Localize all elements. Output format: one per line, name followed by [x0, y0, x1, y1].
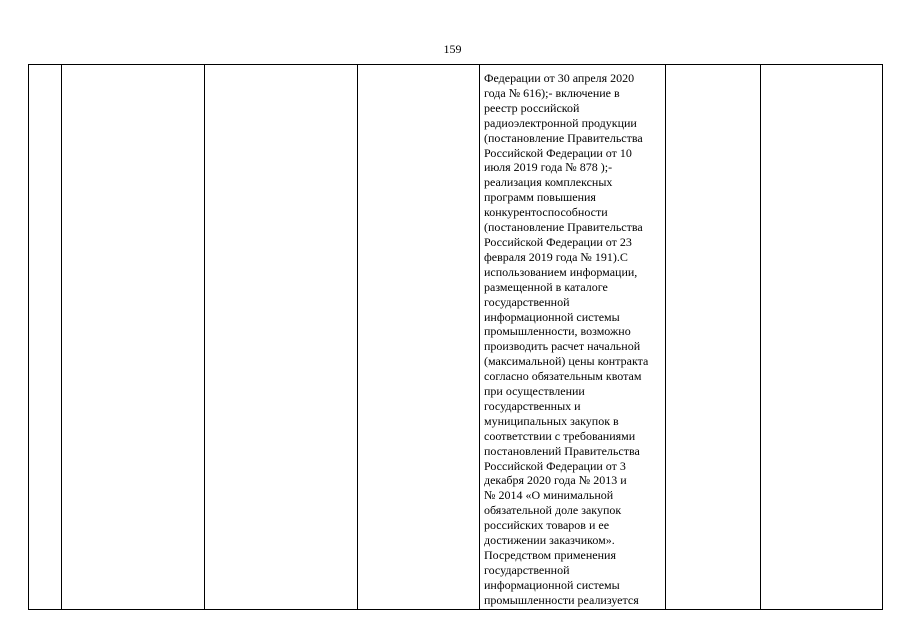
text-line: использованием информации,: [484, 264, 638, 279]
text-line: Федерации от 30 апреля 2020: [484, 71, 635, 85]
text-line: производить расчет начальной: [484, 339, 641, 354]
text-line: реестр российской: [484, 100, 580, 115]
table-cell-col-4: [358, 65, 480, 610]
text-line: Российской Федерации от 3: [484, 458, 626, 473]
text-line: радиоэлектронной продукции: [484, 115, 637, 130]
text-line: Российской Федерации от 23: [484, 234, 632, 249]
text-line: достижении заказчиком».: [484, 533, 615, 548]
text-line: промышленности реализуется: [484, 592, 639, 607]
text-line: декабря 2020 года № 2013 и: [484, 473, 627, 488]
text-line: государственной: [484, 562, 570, 577]
table-cell-col-1: [29, 65, 62, 610]
text-line: согласно обязательным квотам: [484, 369, 642, 384]
text-line: конкурентоспособности: [484, 205, 608, 220]
text-line: информационной системы: [484, 309, 620, 324]
text-line: муниципальных закупок в: [484, 413, 619, 428]
table-row: [29, 65, 883, 610]
text-line: (постановление Правительства: [484, 220, 643, 235]
text-line: постановлений Правительства: [484, 443, 640, 458]
text-line: размещенной в каталоге: [484, 279, 608, 294]
document-table: [28, 64, 883, 610]
text-line: государственной: [484, 294, 570, 309]
text-line: российских товаров и ее: [484, 518, 610, 533]
text-line: государственных и: [484, 398, 581, 413]
text-line: Посредством применения: [484, 548, 616, 562]
text-line: информационной системы: [484, 577, 620, 592]
text-line: (максимальной) цены контракта: [484, 354, 649, 369]
table-cell-text: [480, 65, 665, 609]
table-cell-col-2: [62, 65, 205, 610]
text-line: № 2014 «О минимальной: [484, 488, 614, 503]
table-cell-col-5: [480, 65, 666, 610]
page-number: 159: [443, 42, 462, 56]
table-cell-col-6: [666, 65, 761, 610]
text-line: обязательной доле закупок: [484, 503, 622, 518]
text-line: года № 616);- включение в: [484, 85, 620, 100]
table-cell-col-7: [761, 65, 883, 610]
text-line: февраля 2019 года № 191).С: [484, 249, 628, 264]
text-line: промышленности, возможно: [484, 324, 631, 339]
text-line: реализация комплексных: [484, 175, 613, 190]
text-line: июля 2019 года № 878 );-: [484, 160, 613, 175]
table-cell-col-3: [205, 65, 358, 610]
text-line: соответствии с требованиями: [484, 428, 636, 443]
text-line: Российской Федерации от 10: [484, 145, 632, 160]
text-line: при осуществлении: [484, 384, 585, 399]
text-line: (постановление Правительства: [484, 130, 643, 145]
text-line: программ повышения: [484, 190, 596, 205]
